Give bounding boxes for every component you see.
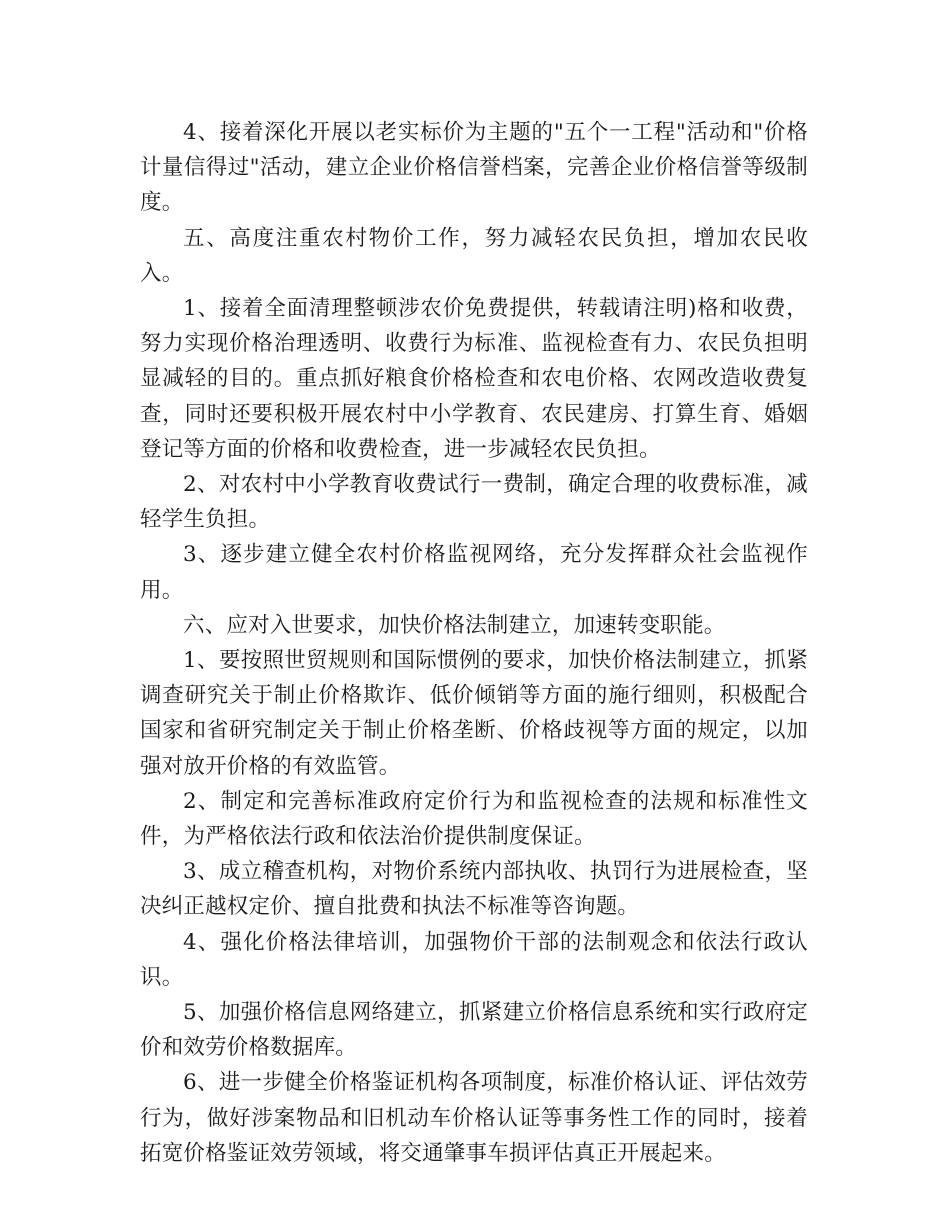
paragraph: 5、加强价格信息网络建立，抓紧建立价格信息系统和实行政府定价和效劳价格数据库。 — [140, 1000, 808, 1061]
paragraph: 3、逐步建立健全农村价格监视网络，充分发挥群众社会监视作用。 — [140, 542, 808, 603]
paragraph: 6、进一步健全价格鉴证机构各项制度，标准价格认证、评估效劳行为，做好涉案物品和旧机动车价格认证等事务性工作的同时，接着拓宽价格鉴证效劳领域，将交通肇事车损评估真正开展起来。 — [140, 1070, 808, 1166]
paragraph: 4、强化价格法律培训，加强物价干部的法制观念和依法行政认识。 — [140, 929, 808, 990]
paragraph: 1、要按照世贸规则和国际惯例的要求，加快价格法制建立，抓紧调查研究关于制止价格欺诈、低价倾销等方面的施行细则，积极配合国家和省研究制定关于制止价格垄断、价格歧视等方面的规定，以加强对放开价格的有效监管。 — [140, 648, 808, 779]
paragraph: 2、对农村中小学教育收费试行一费制，确定合理的收费标准，减轻学生负担。 — [140, 472, 808, 533]
section-heading: 六、应对入世要求，加快价格法制建立，加速转变职能。 — [183, 612, 726, 638]
paragraph: 2、制定和完善标准政府定价行为和监视检查的法规和标准性文件，为严格依法行政和依法治价提供制度保证。 — [140, 788, 808, 850]
paragraph: 1、接着全面清理整顿涉农价免费提供，转载请注明)格和收费，努力实现价格治理透明、收费行为标准、监视检查有力、农民负担明显减轻的目的。重点抓好粮食价格检查和农电价格、农网改造收费复查，同时还要积极开展农村中小学教育、农民建房、打算生育、婚姻登记等方面的价格和收费检查，进一步减轻农民负担。 — [140, 296, 808, 462]
section-heading: 五、高度注重农村物价工作，努力减轻农民负担，增加农民收入。 — [140, 225, 808, 286]
paragraph: 3、成立稽查机构，对物价系统内部执收、执罚行为进展检查，坚决纠正越权定价、擅自批费和执法不标准等咨询题。 — [140, 859, 808, 920]
paragraph: 4、接着深化开展以老实标价为主题的"五个一工程"活动和"价格计量信得过"活动，建立企业价格信誉档案，完善企业价格信誉等级制度。 — [140, 120, 808, 216]
document-body — [140, 115, 808, 1171]
